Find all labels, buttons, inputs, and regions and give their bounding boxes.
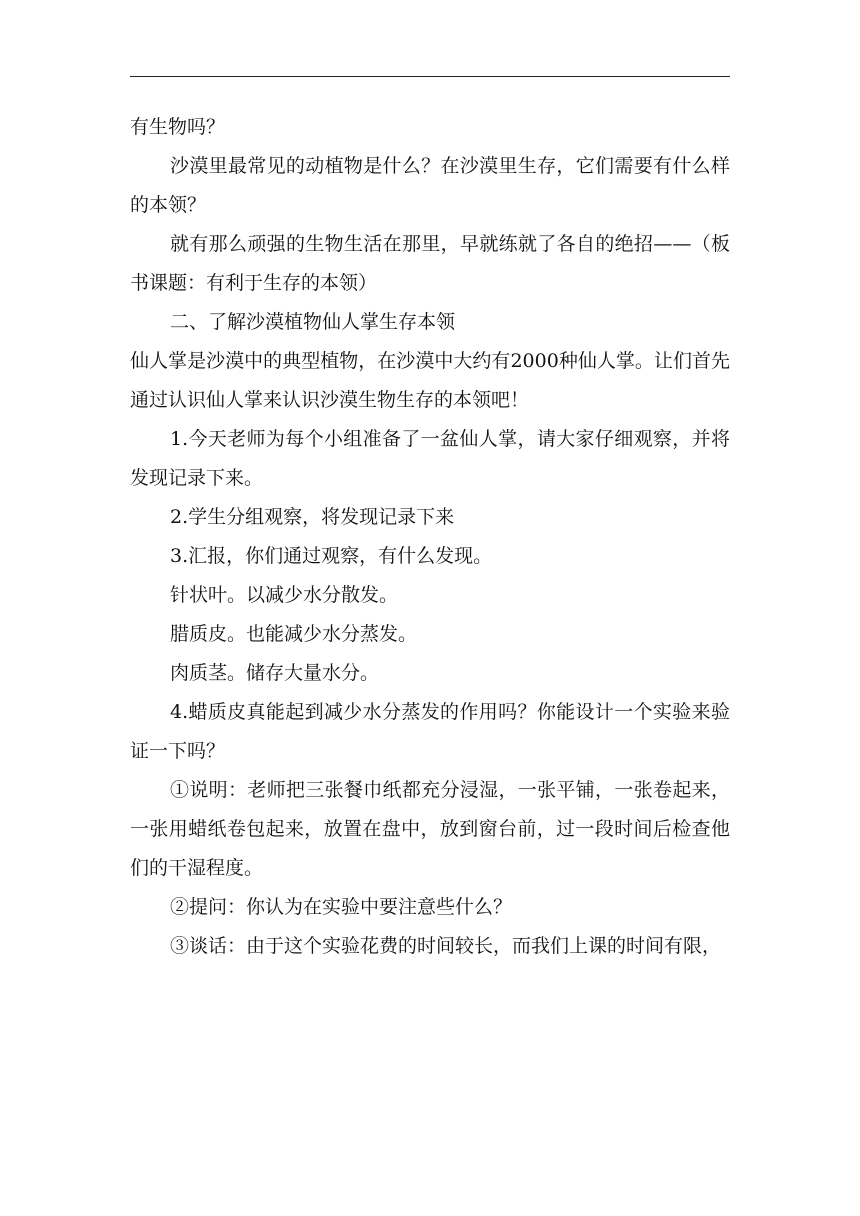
paragraph: 腊质皮。也能减少水分蒸发。 <box>170 623 418 645</box>
paragraph: 针状叶。以减少水分散发。 <box>170 584 399 606</box>
paragraph: ③谈话：由于这个实验花费的时间较长，而我们上课的时间有限， <box>170 935 722 957</box>
paragraph: 就有那么顽强的生物生活在那里，早就练就了各自的绝招——（板书课题：有利于生存的本领） <box>130 233 730 294</box>
paragraph: 肉质茎。储存大量水分。 <box>170 662 380 684</box>
list-item: 2.学生分组观察，将发现记录下来 <box>170 506 455 528</box>
section-heading: 二、了解沙漠植物仙人掌生存本领 <box>170 311 456 333</box>
list-item: 1.今天老师为每个小组准备了一盆仙人掌，请大家仔细观察，并将发现记录下来。 <box>130 428 730 489</box>
paragraph: 仙人掌是沙漠中的典型植物，在沙漠中大约有2000种仙人掌。让们首先通过认识仙人掌来认识沙漠生物生存的本领吧！ <box>130 350 730 411</box>
document-body <box>130 108 730 966</box>
header-rule <box>130 76 730 77</box>
list-item: 3.汇报，你们通过观察，有什么发现。 <box>170 545 493 567</box>
paragraph: 有生物吗？ <box>130 116 226 138</box>
paragraph: ②提问：你认为在实验中要注意些什么？ <box>170 896 513 918</box>
paragraph: ①说明：老师把三张餐巾纸都充分浸湿，一张平铺，一张卷起来，一张用蜡纸卷包起来，放置在盘中，放到窗台前，过一段时间后检查他们的干湿程度。 <box>130 779 730 879</box>
list-item: 4.蜡质皮真能起到减少水分蒸发的作用吗？你能设计一个实验来验证一下吗？ <box>130 701 730 762</box>
paragraph: 沙漠里最常见的动植物是什么？在沙漠里生存，它们需要有什么样的本领？ <box>130 155 730 216</box>
